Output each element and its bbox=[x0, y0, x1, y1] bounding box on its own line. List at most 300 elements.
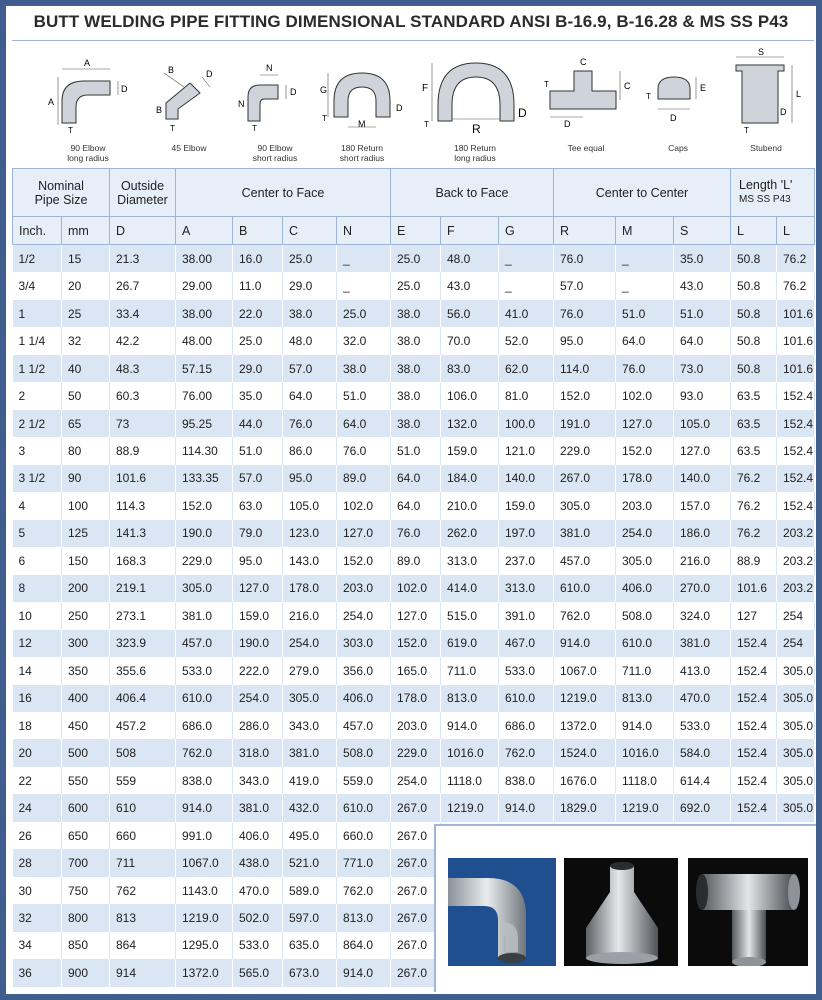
diagram-label: C bbox=[580, 57, 587, 67]
table-cell: 40 bbox=[62, 355, 110, 382]
diagram-label: T bbox=[544, 80, 549, 89]
table-cell: 305.0 bbox=[777, 739, 815, 766]
table-cell: 219.1 bbox=[110, 575, 176, 602]
diagram-caption: 180 Return bbox=[453, 143, 497, 153]
diagram-label: N bbox=[238, 99, 245, 109]
table-cell: 32 bbox=[13, 904, 62, 931]
table-cell: 76.0 bbox=[391, 520, 441, 547]
header-center-to-center: Center to Center bbox=[554, 169, 731, 217]
table-row bbox=[13, 245, 815, 273]
table-cell: 1 bbox=[13, 300, 62, 327]
table-cell: 38.0 bbox=[391, 300, 441, 327]
table-cell: 22.0 bbox=[233, 300, 283, 327]
table-cell: 267.0 bbox=[391, 932, 441, 959]
table-cell: 762.0 bbox=[337, 877, 391, 904]
table-cell: 711 bbox=[110, 849, 176, 876]
table-cell: 203.0 bbox=[337, 575, 391, 602]
table-cell: 1016.0 bbox=[616, 739, 674, 766]
table-cell: 121.0 bbox=[499, 437, 554, 464]
table-cell: 106.0 bbox=[441, 382, 499, 409]
table-row bbox=[13, 602, 815, 629]
table-cell: 60.3 bbox=[110, 382, 176, 409]
table-cell: 381.0 bbox=[554, 520, 616, 547]
table-cell: 229.0 bbox=[554, 437, 616, 464]
table-cell: 750 bbox=[62, 877, 110, 904]
table-cell: 1/2 bbox=[13, 245, 62, 273]
table-row bbox=[13, 300, 815, 327]
diagram-label: B bbox=[156, 105, 163, 115]
cap-icon bbox=[636, 41, 720, 167]
table-row bbox=[13, 547, 815, 574]
header-center-to-face: Center to Face bbox=[176, 169, 391, 217]
table-cell: 254.0 bbox=[616, 520, 674, 547]
table-row bbox=[13, 685, 815, 712]
table-cell: 76.0 bbox=[554, 300, 616, 327]
table-cell: 48.0 bbox=[283, 327, 337, 354]
table-cell: 467.0 bbox=[499, 630, 554, 657]
table-cell: 26.7 bbox=[110, 272, 176, 299]
table-cell: 381.0 bbox=[283, 739, 337, 766]
elbow-photo-icon bbox=[448, 858, 556, 966]
table-cell: 25.0 bbox=[233, 327, 283, 354]
table-cell: 515.0 bbox=[441, 602, 499, 629]
column-header-5: C bbox=[283, 217, 337, 245]
table-cell: 70.0 bbox=[441, 327, 499, 354]
table-cell: 102.0 bbox=[391, 575, 441, 602]
table-cell: 102.0 bbox=[616, 382, 674, 409]
table-cell: 190.0 bbox=[176, 520, 233, 547]
table-cell: 300 bbox=[62, 630, 110, 657]
table-cell: 610.0 bbox=[499, 685, 554, 712]
table-cell: 76.2 bbox=[731, 520, 777, 547]
column-header-3: A bbox=[176, 217, 233, 245]
table-cell: 63.5 bbox=[731, 437, 777, 464]
header-outside-diameter: Outside Diameter bbox=[110, 169, 176, 217]
table-cell: 165.0 bbox=[391, 657, 441, 684]
table-cell: 457.0 bbox=[337, 712, 391, 739]
table-cell: 610.0 bbox=[554, 575, 616, 602]
table-cell: 2 bbox=[13, 382, 62, 409]
table-cell: 76.2 bbox=[731, 492, 777, 519]
table-cell: 152.4 bbox=[777, 465, 815, 492]
table-cell: 254.0 bbox=[337, 602, 391, 629]
table-cell: 152.0 bbox=[391, 630, 441, 657]
table-cell: 65 bbox=[62, 410, 110, 437]
table-cell: 152.4 bbox=[777, 437, 815, 464]
table-cell: 203.0 bbox=[616, 492, 674, 519]
table-cell: 21.3 bbox=[110, 245, 176, 273]
table-cell: 1219.0 bbox=[441, 794, 499, 821]
diagram-label: A bbox=[48, 97, 55, 107]
diagram-label: N bbox=[266, 63, 273, 73]
table-cell: 1676.0 bbox=[554, 767, 616, 794]
table-cell: 50.8 bbox=[731, 272, 777, 299]
table-cell: 56.0 bbox=[441, 300, 499, 327]
table-cell: 711.0 bbox=[441, 657, 499, 684]
table-cell: 838.0 bbox=[176, 767, 233, 794]
table-cell: 50 bbox=[62, 382, 110, 409]
table-cell: 6 bbox=[13, 547, 62, 574]
table-cell: 318.0 bbox=[233, 739, 283, 766]
table-cell: 3 bbox=[13, 437, 62, 464]
reducer-photo-icon bbox=[564, 858, 678, 966]
table-cell: 914.0 bbox=[554, 630, 616, 657]
table-row bbox=[13, 272, 815, 299]
diagram-label: S bbox=[758, 47, 765, 57]
table-cell: 88.9 bbox=[731, 547, 777, 574]
table-cell: 33.4 bbox=[110, 300, 176, 327]
table-cell: 559 bbox=[110, 767, 176, 794]
table-cell: 254 bbox=[777, 602, 815, 629]
table-cell: 83.0 bbox=[441, 355, 499, 382]
elbow-90-short-radius-icon bbox=[230, 41, 320, 167]
table-cell: 991.0 bbox=[176, 822, 233, 849]
table-cell: 457.0 bbox=[554, 547, 616, 574]
diagram-caption: Stubend bbox=[750, 143, 782, 153]
table-row bbox=[13, 492, 815, 519]
table-cell: 229.0 bbox=[391, 739, 441, 766]
table-cell: 457.0 bbox=[176, 630, 233, 657]
table-cell: 813.0 bbox=[441, 685, 499, 712]
table-cell: 381.0 bbox=[176, 602, 233, 629]
table-cell: 406.4 bbox=[110, 685, 176, 712]
table-row bbox=[13, 520, 815, 547]
table-cell: 1372.0 bbox=[176, 959, 233, 986]
table-cell: 25.0 bbox=[283, 245, 337, 273]
diagram-label: F bbox=[422, 83, 429, 94]
table-cell: 813.0 bbox=[616, 685, 674, 712]
column-header-11: M bbox=[616, 217, 674, 245]
table-cell: 254.0 bbox=[391, 767, 441, 794]
table-cell: 76.2 bbox=[731, 465, 777, 492]
table-cell: 51.0 bbox=[391, 437, 441, 464]
table-cell: 457.2 bbox=[110, 712, 176, 739]
table-cell: 406.0 bbox=[337, 685, 391, 712]
table-cell: 178.0 bbox=[391, 685, 441, 712]
table-cell: 305.0 bbox=[283, 685, 337, 712]
table-cell: 64.0 bbox=[391, 492, 441, 519]
table-cell: 470.0 bbox=[233, 877, 283, 904]
table-cell: 237.0 bbox=[499, 547, 554, 574]
table-cell: 533.0 bbox=[176, 657, 233, 684]
table-cell: 589.0 bbox=[283, 877, 337, 904]
table-cell: 50.8 bbox=[731, 327, 777, 354]
table-cell: 508 bbox=[110, 739, 176, 766]
table-cell: 22 bbox=[13, 767, 62, 794]
diagram-label: R bbox=[472, 122, 481, 135]
table-cell: 619.0 bbox=[441, 630, 499, 657]
table-cell: 254.0 bbox=[233, 685, 283, 712]
table-cell: 419.0 bbox=[283, 767, 337, 794]
table-cell: 159.0 bbox=[441, 437, 499, 464]
table-cell: 127.0 bbox=[674, 437, 731, 464]
table-row bbox=[13, 327, 815, 354]
diagram-label: T bbox=[170, 124, 175, 133]
table-cell: 813 bbox=[110, 904, 176, 931]
table-cell: 914.0 bbox=[441, 712, 499, 739]
table-cell: 508.0 bbox=[616, 602, 674, 629]
table-cell: 127.0 bbox=[616, 410, 674, 437]
table-cell: 470.0 bbox=[674, 685, 731, 712]
table-cell: 324.0 bbox=[674, 602, 731, 629]
table-row bbox=[13, 630, 815, 657]
table-cell: 381.0 bbox=[233, 794, 283, 821]
table-cell: 38.00 bbox=[176, 245, 233, 273]
table-cell: 79.0 bbox=[233, 520, 283, 547]
table-cell: 127.0 bbox=[337, 520, 391, 547]
table-cell: 267.0 bbox=[391, 877, 441, 904]
table-cell: 52.0 bbox=[499, 327, 554, 354]
stubend-icon bbox=[720, 41, 812, 167]
table-row bbox=[13, 657, 815, 684]
table-cell: 305.0 bbox=[777, 685, 815, 712]
diagram-caption: 90 Elbow bbox=[257, 143, 293, 153]
table-cell: 114.3 bbox=[110, 492, 176, 519]
table-cell: 406.0 bbox=[233, 822, 283, 849]
table-cell: 350 bbox=[62, 657, 110, 684]
table-cell: 550 bbox=[62, 767, 110, 794]
table-cell: 914.0 bbox=[176, 794, 233, 821]
table-cell: 29.00 bbox=[176, 272, 233, 299]
table-cell: 38.0 bbox=[391, 410, 441, 437]
table-cell: 313.0 bbox=[499, 575, 554, 602]
table-cell: 125 bbox=[62, 520, 110, 547]
table-cell: _ bbox=[499, 272, 554, 299]
table-cell: 914.0 bbox=[616, 712, 674, 739]
table-cell: 152.4 bbox=[731, 657, 777, 684]
table-cell: 152.4 bbox=[731, 739, 777, 766]
column-header-13: L bbox=[731, 217, 777, 245]
table-cell: 25.0 bbox=[337, 300, 391, 327]
table-cell: 673.0 bbox=[283, 959, 337, 986]
table-cell: _ bbox=[337, 245, 391, 273]
tee-photo-icon bbox=[688, 858, 808, 966]
table-cell: 80 bbox=[62, 437, 110, 464]
table-cell: 635.0 bbox=[283, 932, 337, 959]
table-cell: 850 bbox=[62, 932, 110, 959]
table-cell: 152.4 bbox=[777, 492, 815, 519]
table-cell: 279.0 bbox=[283, 657, 337, 684]
table-cell: 16.0 bbox=[233, 245, 283, 273]
table-cell: 152.4 bbox=[777, 382, 815, 409]
table-cell: 36 bbox=[13, 959, 62, 986]
table-cell: 1295.0 bbox=[176, 932, 233, 959]
column-header-10: R bbox=[554, 217, 616, 245]
table-cell: 692.0 bbox=[674, 794, 731, 821]
table-cell: 38.0 bbox=[283, 300, 337, 327]
table-cell: 711.0 bbox=[616, 657, 674, 684]
table-cell: 762.0 bbox=[554, 602, 616, 629]
diagram-label: D bbox=[670, 113, 677, 123]
table-cell: 1829.0 bbox=[554, 794, 616, 821]
table-cell: 343.0 bbox=[283, 712, 337, 739]
table-cell: 303.0 bbox=[337, 630, 391, 657]
table-cell: 197.0 bbox=[499, 520, 554, 547]
table-row bbox=[13, 739, 815, 766]
table-row bbox=[13, 794, 815, 821]
table-cell: 152.0 bbox=[554, 382, 616, 409]
header-nominal-pipe-size: Nominal Pipe Size bbox=[13, 169, 110, 217]
diagram-label: C bbox=[624, 81, 631, 91]
table-cell: 29.0 bbox=[233, 355, 283, 382]
table-cell: 1372.0 bbox=[554, 712, 616, 739]
table-cell: 86.0 bbox=[283, 437, 337, 464]
table-cell: 305.0 bbox=[176, 575, 233, 602]
table-row bbox=[13, 575, 815, 602]
diagram-caption: 90 Elbow bbox=[70, 143, 106, 153]
table-cell: 521.0 bbox=[283, 849, 337, 876]
table-cell: 35.0 bbox=[233, 382, 283, 409]
table-cell: 216.0 bbox=[674, 547, 731, 574]
table-cell: 270.0 bbox=[674, 575, 731, 602]
table-cell: 1118.0 bbox=[441, 767, 499, 794]
table-cell: 81.0 bbox=[499, 382, 554, 409]
table-cell: 533.0 bbox=[674, 712, 731, 739]
table-row bbox=[13, 355, 815, 382]
table-cell: 273.1 bbox=[110, 602, 176, 629]
table-cell: 1143.0 bbox=[176, 877, 233, 904]
table-cell: 152.4 bbox=[777, 410, 815, 437]
table-cell: 762.0 bbox=[499, 739, 554, 766]
table-cell: 38.0 bbox=[337, 355, 391, 382]
table-cell: 152.4 bbox=[731, 630, 777, 657]
table-cell: 32.0 bbox=[337, 327, 391, 354]
table-cell: 14 bbox=[13, 657, 62, 684]
table-cell: 152.4 bbox=[731, 685, 777, 712]
diagram-label: T bbox=[322, 114, 327, 123]
table-cell: 16 bbox=[13, 685, 62, 712]
table-cell: 73.0 bbox=[674, 355, 731, 382]
table-cell: 450 bbox=[62, 712, 110, 739]
diagram-caption: 180 Return bbox=[340, 143, 384, 153]
table-cell: 150 bbox=[62, 547, 110, 574]
table-cell: 18 bbox=[13, 712, 62, 739]
table-cell: 771.0 bbox=[337, 849, 391, 876]
table-cell: 900 bbox=[62, 959, 110, 986]
table-cell: 305.0 bbox=[777, 657, 815, 684]
table-cell: 35.0 bbox=[674, 245, 731, 273]
table-cell: 26 bbox=[13, 822, 62, 849]
table-cell: 133.35 bbox=[176, 465, 233, 492]
table-cell: 89.0 bbox=[391, 547, 441, 574]
table-cell: 114.30 bbox=[176, 437, 233, 464]
table-cell: 101.6 bbox=[110, 465, 176, 492]
diagram-caption: long radius bbox=[67, 153, 109, 163]
table-cell: 914 bbox=[110, 959, 176, 986]
table-cell: 2 1/2 bbox=[13, 410, 62, 437]
table-cell: 305.0 bbox=[554, 492, 616, 519]
table-cell: _ bbox=[616, 272, 674, 299]
table-cell: 3 1/2 bbox=[13, 465, 62, 492]
diagram-label: D bbox=[206, 69, 213, 79]
table-cell: 559.0 bbox=[337, 767, 391, 794]
diagram-label: D bbox=[564, 119, 571, 129]
elbow-45-icon bbox=[144, 41, 234, 167]
table-cell: 12 bbox=[13, 630, 62, 657]
table-cell: 1067.0 bbox=[554, 657, 616, 684]
diagram-label: G bbox=[320, 85, 328, 95]
table-cell: 305.0 bbox=[777, 794, 815, 821]
table-cell: 127 bbox=[731, 602, 777, 629]
table-cell: 57.0 bbox=[554, 272, 616, 299]
table-cell: 101.6 bbox=[777, 327, 815, 354]
table-cell: 127.0 bbox=[233, 575, 283, 602]
table-cell: 254.0 bbox=[283, 630, 337, 657]
table-cell: 41.0 bbox=[499, 300, 554, 327]
table-cell: 29.0 bbox=[283, 272, 337, 299]
table-cell: 700 bbox=[62, 849, 110, 876]
table-cell: 267.0 bbox=[391, 849, 441, 876]
diagram-label: A bbox=[84, 58, 91, 68]
table-cell: 178.0 bbox=[283, 575, 337, 602]
table-row bbox=[13, 437, 815, 464]
table-cell: 64.0 bbox=[337, 410, 391, 437]
table-cell: 57.0 bbox=[283, 355, 337, 382]
table-cell: 48.00 bbox=[176, 327, 233, 354]
page-title: BUTT WELDING PIPE FITTING DIMENSIONAL STANDARD ANSI B-16.9, B-16.28 & MS SS P43 bbox=[33, 12, 789, 31]
table-cell: 42.2 bbox=[110, 327, 176, 354]
table-cell: 406.0 bbox=[616, 575, 674, 602]
table-cell: 610 bbox=[110, 794, 176, 821]
table-cell: 565.0 bbox=[233, 959, 283, 986]
table-cell: 533.0 bbox=[499, 657, 554, 684]
table-cell: 24 bbox=[13, 794, 62, 821]
table-cell: 267.0 bbox=[554, 465, 616, 492]
table-cell: 64.0 bbox=[391, 465, 441, 492]
table-cell: 686.0 bbox=[499, 712, 554, 739]
column-header-12: S bbox=[674, 217, 731, 245]
table-cell: 152.4 bbox=[731, 767, 777, 794]
table-cell: 229.0 bbox=[176, 547, 233, 574]
table-cell: 313.0 bbox=[441, 547, 499, 574]
table-cell: 8 bbox=[13, 575, 62, 602]
table-cell: 63.5 bbox=[731, 410, 777, 437]
column-header-0: Inch. bbox=[13, 217, 62, 245]
table-cell: 30 bbox=[13, 877, 62, 904]
table-cell: 38.00 bbox=[176, 300, 233, 327]
table-cell: 1118.0 bbox=[616, 767, 674, 794]
table-cell: 864 bbox=[110, 932, 176, 959]
table-cell: 63.0 bbox=[233, 492, 283, 519]
table-cell: 57.15 bbox=[176, 355, 233, 382]
table-cell: 50.8 bbox=[731, 300, 777, 327]
table-cell: 203.2 bbox=[777, 520, 815, 547]
table-cell: 502.0 bbox=[233, 904, 283, 931]
table-cell: 152.4 bbox=[731, 712, 777, 739]
table-cell: 178.0 bbox=[616, 465, 674, 492]
table-cell: _ bbox=[616, 245, 674, 273]
table-cell: 584.0 bbox=[674, 739, 731, 766]
column-header-9: G bbox=[499, 217, 554, 245]
table-cell: 89.0 bbox=[337, 465, 391, 492]
table-cell: 186.0 bbox=[674, 520, 731, 547]
table-cell: 64.0 bbox=[283, 382, 337, 409]
table-cell: 4 bbox=[13, 492, 62, 519]
table-cell: 101.6 bbox=[777, 355, 815, 382]
table-cell: 391.0 bbox=[499, 602, 554, 629]
table-cell: 432.0 bbox=[283, 794, 337, 821]
return-180-long-radius-icon bbox=[416, 41, 534, 167]
table-cell: _ bbox=[499, 245, 554, 273]
table-cell: 73 bbox=[110, 410, 176, 437]
table-cell: 25 bbox=[62, 300, 110, 327]
table-cell: 159.0 bbox=[233, 602, 283, 629]
table-cell: 152.0 bbox=[176, 492, 233, 519]
table-cell: 105.0 bbox=[674, 410, 731, 437]
table-row bbox=[13, 767, 815, 794]
table-cell: 76.0 bbox=[554, 245, 616, 273]
table-cell: 203.0 bbox=[391, 712, 441, 739]
